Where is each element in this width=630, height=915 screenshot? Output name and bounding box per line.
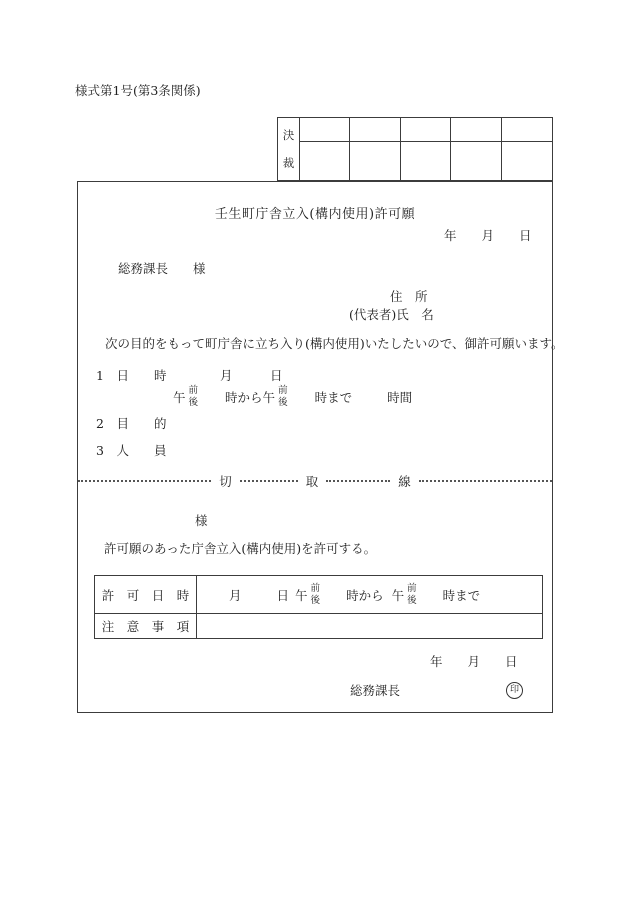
am-label: 前 [278, 385, 288, 397]
am-label: 前 [310, 582, 321, 594]
form-body-frame [77, 181, 564, 713]
am-pm-prefix: 午 [391, 587, 405, 603]
time-from-label: 時から [346, 587, 384, 603]
permit-body-text: 許可願のあった庁舎立入(構内使用)を許可する。 [104, 541, 377, 556]
approval-cell [451, 142, 501, 180]
item1-time-row [173, 383, 412, 411]
cut-line-segment [240, 480, 298, 482]
item2-label: 2 目 的 [96, 416, 167, 431]
day-label: 日 [276, 587, 290, 603]
pm-label: 後 [278, 397, 288, 408]
am-label: 前 [407, 582, 417, 594]
notes-value [197, 614, 542, 638]
cut-line-segment [419, 480, 552, 482]
am-pm-choice [278, 385, 288, 409]
pm-label: 後 [188, 397, 199, 408]
permit-datetime-value [197, 576, 542, 614]
item1-label: 1 日 時 [96, 368, 167, 383]
seal-mark-icon: 印 [506, 682, 523, 699]
permit-date-line: 年 月 日 [430, 654, 518, 669]
permit-table [94, 575, 543, 639]
signer-title: 総務課長 [350, 683, 401, 698]
time-to-label: 時まで [314, 390, 353, 405]
form-title: 壬生町庁舎立入(構内使用)許可願 [214, 207, 416, 222]
item3-label: 3 人 員 [96, 443, 167, 458]
pm-label: 後 [310, 594, 321, 606]
am-pm-prefix: 午 [262, 390, 276, 405]
approval-cell [350, 142, 400, 180]
month-label: 月 [229, 587, 242, 603]
approval-cell [300, 118, 350, 142]
approval-table-header [278, 118, 300, 180]
cut-char-2: 取 [305, 474, 319, 489]
permit-datetime-label: 許 可 日 時 [95, 576, 197, 614]
approval-label-top: 決 [282, 128, 295, 142]
cut-line-segment [78, 480, 211, 482]
item1-date-blank: 月 日 [220, 368, 283, 383]
approval-cell [401, 118, 451, 142]
approval-cell [350, 118, 400, 142]
approval-cell [451, 118, 501, 142]
approval-cell [502, 118, 552, 142]
addressee-line: 総務課長 様 [118, 261, 206, 276]
cut-line [78, 472, 552, 490]
approval-label-bottom: 裁 [282, 156, 295, 170]
representative-name-label: (代表者)氏 名 [349, 307, 434, 322]
form-number-label: 様式第1号(第3条関係) [75, 83, 201, 98]
am-pm-choice [189, 385, 199, 409]
am-label: 前 [188, 385, 199, 397]
approval-cell [502, 142, 552, 180]
duration-label: 時間 [387, 390, 413, 405]
pm-label: 後 [407, 594, 417, 606]
approval-cell [300, 142, 350, 180]
approval-cell [401, 142, 451, 180]
am-pm-prefix: 午 [173, 390, 186, 405]
permit-honorific: 様 [195, 513, 208, 528]
am-pm-choice [407, 583, 417, 607]
request-body-text: 次の目的をもって町庁舎に立ち入り(構内使用)いたしたいので、御許可願います。 [105, 336, 564, 351]
request-date-line: 年 月 日 [444, 228, 532, 243]
address-label: 住 所 [390, 289, 428, 304]
cut-char-3: 線 [398, 474, 411, 489]
cut-line-segment [326, 480, 390, 482]
time-to-label: 時まで [442, 587, 481, 603]
am-pm-choice [311, 583, 321, 607]
am-pm-prefix: 午 [295, 587, 308, 603]
approval-stamp-table [277, 117, 553, 181]
time-from-label: 時から [225, 390, 263, 405]
notes-label: 注 意 事 項 [95, 614, 197, 638]
cut-char-1: 切 [219, 474, 232, 489]
